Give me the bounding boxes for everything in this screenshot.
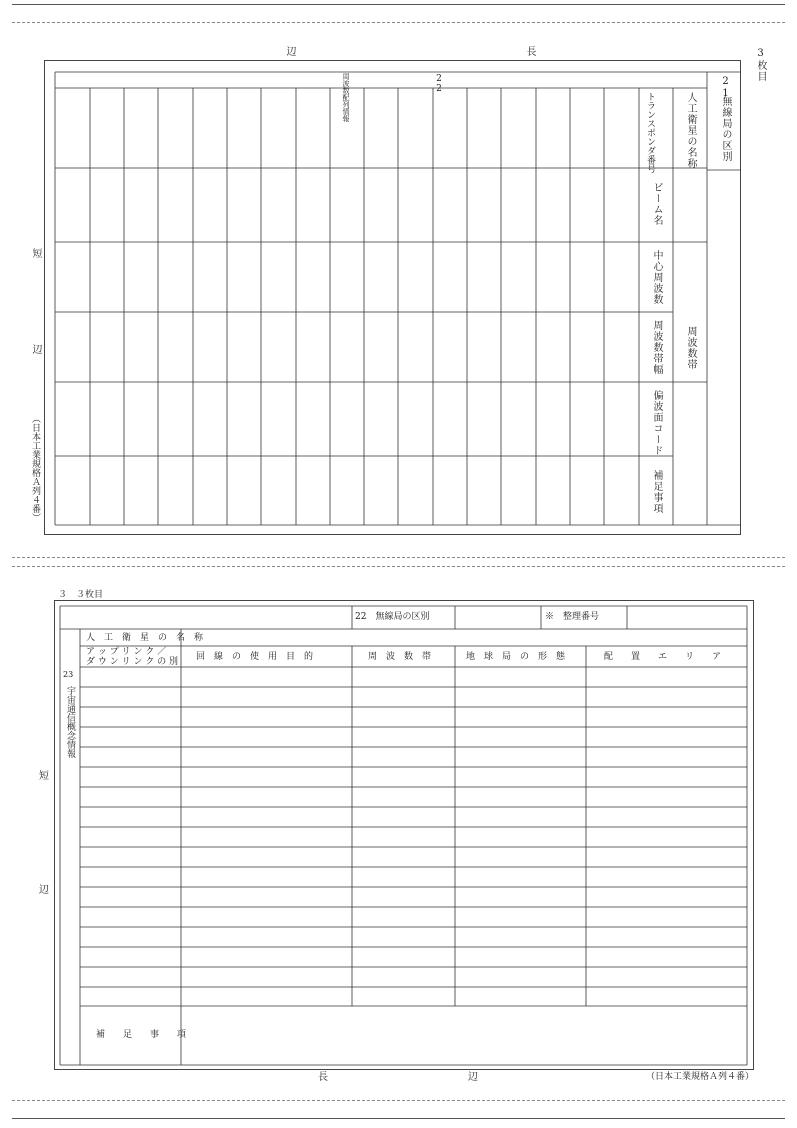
- section23-label: 宇宙通信概念情報: [65, 686, 75, 758]
- long-side-label-1: 辺: [284, 46, 295, 57]
- page-count: 3枚目: [755, 48, 766, 82]
- col-band: 周波数帯: [685, 326, 696, 370]
- long-side-label-2: 長: [524, 46, 535, 57]
- direction-label-2: ダ ウ ン リ ン ク の 別: [86, 657, 179, 667]
- col-transponder: トランスポンダ番号: [645, 92, 655, 173]
- section23-number: 23: [63, 670, 74, 679]
- long-side-label-1: 長: [318, 1072, 328, 1083]
- long-side-label-2: 辺: [468, 1072, 478, 1083]
- section22-label: 周波数配列情報: [342, 73, 350, 122]
- section22-number: 22: [434, 74, 444, 94]
- header-earth-station: 地 球 局 の 形 態: [466, 652, 566, 662]
- section21-number: 21: [720, 76, 731, 100]
- cut-line-bottom: [12, 1100, 785, 1101]
- section22-label: 22 無線局の区別: [355, 612, 430, 622]
- short-side-label-1: 短: [39, 771, 49, 782]
- page-label: ３ ３枚目: [58, 590, 104, 600]
- top-form-grid: [0, 0, 797, 560]
- jis-note: （日本工業規格Ａ列４番）: [30, 414, 40, 522]
- col-bandwidth: 周波数帯幅: [651, 320, 662, 375]
- satellite-name-label: 人 工 衛 星 の 名 称: [86, 633, 204, 643]
- bottom-rule: [12, 1118, 785, 1119]
- section21-label: 無線局の区別: [720, 96, 731, 162]
- col-beam: ビーム名: [651, 182, 662, 226]
- short-side-label-2: 辺: [39, 885, 49, 896]
- short-side-label-1: 短: [30, 248, 41, 259]
- col-notes: 補足事項: [651, 470, 662, 514]
- header-purpose: 回 線 の 使 用 目 的: [196, 652, 314, 662]
- direction-label-1: ア ッ プ リ ン ク ／: [86, 647, 167, 657]
- header-freq-band: 周 波 数 帯: [368, 652, 432, 662]
- jis-note: （日本工業規格Ａ列４番）: [646, 1072, 755, 1082]
- col-satellite-name: 人工衛星の名称: [685, 92, 696, 169]
- col-polarization: 偏波面コード: [651, 390, 662, 456]
- admin-number-label: ※ 整理番号: [545, 612, 600, 622]
- short-side-label-2: 辺: [30, 344, 41, 355]
- header-area: 配 置 エ リ ア: [604, 652, 722, 662]
- notes-label: 補 足 事 項: [96, 1030, 187, 1040]
- col-center-freq: 中心周波数: [651, 250, 662, 305]
